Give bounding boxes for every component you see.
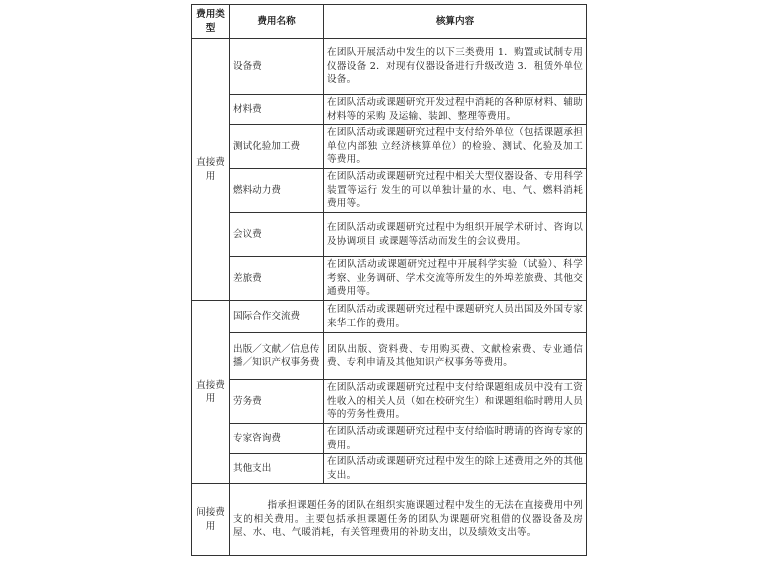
expense-table bbox=[191, 4, 587, 556]
type-direct-2: 直接费用 bbox=[192, 301, 230, 484]
row-content: 在团队活动或课题研究过程中支付给课题组成员中没有工资性收入的相关人员（如在校研究生）和课题组临时聘用人员等的劳务性费用。 bbox=[324, 380, 587, 424]
type-direct-1: 直接费用 bbox=[192, 39, 230, 301]
row-content: 在团队活动或课题研究过程中支付给外单位（包括课题承担单位内部独 立经济核算单位）的检验、测试、化验及加工等费用。 bbox=[324, 125, 587, 169]
header-content: 核算内容 bbox=[324, 5, 587, 39]
table-row bbox=[192, 213, 587, 257]
row-name: 设备费 bbox=[230, 39, 324, 95]
row-name: 出版／文献／信息传播／知识产权事务费 bbox=[230, 333, 324, 380]
row-content: 在团队活动或课题研究过程中发生的除上述费用之外的其他支出。 bbox=[324, 454, 587, 484]
row-name: 劳务费 bbox=[230, 380, 324, 424]
table-row bbox=[192, 380, 587, 424]
row-name: 差旅费 bbox=[230, 257, 324, 301]
type-indirect: 间接费用 bbox=[192, 484, 230, 556]
table-row bbox=[192, 169, 587, 213]
row-name: 会议费 bbox=[230, 213, 324, 257]
table-row bbox=[192, 39, 587, 95]
row-content: 在团队活动或课题研究开发过程中消耗的各种原材料、辅助材料等的采购 及运输、装卸、整理等费用。 bbox=[324, 95, 587, 125]
header-type: 费用类型 bbox=[192, 5, 230, 39]
header-name: 费用名称 bbox=[230, 5, 324, 39]
table-row bbox=[192, 454, 587, 484]
table-row bbox=[192, 257, 587, 301]
table-row bbox=[192, 95, 587, 125]
row-content: 在团队活动或课题研究过程中支付给临时聘请的咨询专家的费用。 bbox=[324, 424, 587, 454]
row-content: 在团队活动或课题研究过程中课题研究人员出国及外国专家来华工作的费用。 bbox=[324, 301, 587, 333]
row-content: 在团队开展活动中发生的以下三类费用 1．购置或试制专用仪器设备 2．对现有仪器设备进行升级改造 3．租赁外单位设备。 bbox=[324, 39, 587, 95]
row-name: 专家咨询费 bbox=[230, 424, 324, 454]
row-content: 在团队活动或课题研究过程中为组织开展学术研讨、咨询以及协调项目 或课题等活动而发生的会议费用。 bbox=[324, 213, 587, 257]
table-row bbox=[192, 484, 587, 556]
row-content: 在团队活动或课题研究过程中相关大型仪器设备、专用科学装置等运行 发生的可以单独计量的水、电、气、燃料消耗费用等。 bbox=[324, 169, 587, 213]
row-name: 燃料动力费 bbox=[230, 169, 324, 213]
table-row bbox=[192, 424, 587, 454]
indirect-content: 指承担课题任务的团队在组织实施课题过程中发生的无法在直接费用中列支的相关费用。主要包括承担课题任务的团队为课题研究租借的仪器设备及房屋、水、电、气暖消耗，有关管理费用的补助支出，以及绩效支出等。 bbox=[230, 484, 587, 556]
table-row bbox=[192, 301, 587, 333]
table-row bbox=[192, 125, 587, 169]
row-name: 材料费 bbox=[230, 95, 324, 125]
table-row bbox=[192, 333, 587, 380]
row-content: 团队出版、资料费、专用购买费、文献检索费、专业通信费、专利申请及其他知识产权事务等费用。 bbox=[324, 333, 587, 380]
header-row bbox=[192, 5, 587, 39]
row-name: 国际合作交流费 bbox=[230, 301, 324, 333]
row-content: 在团队活动或课题研究过程中开展科学实验（试验）、科学考察、业务调研、学术交流等所发生的外埠差旅费、其他交通费用等。 bbox=[324, 257, 587, 301]
row-name: 测试化验加工费 bbox=[230, 125, 324, 169]
row-name: 其他支出 bbox=[230, 454, 324, 484]
